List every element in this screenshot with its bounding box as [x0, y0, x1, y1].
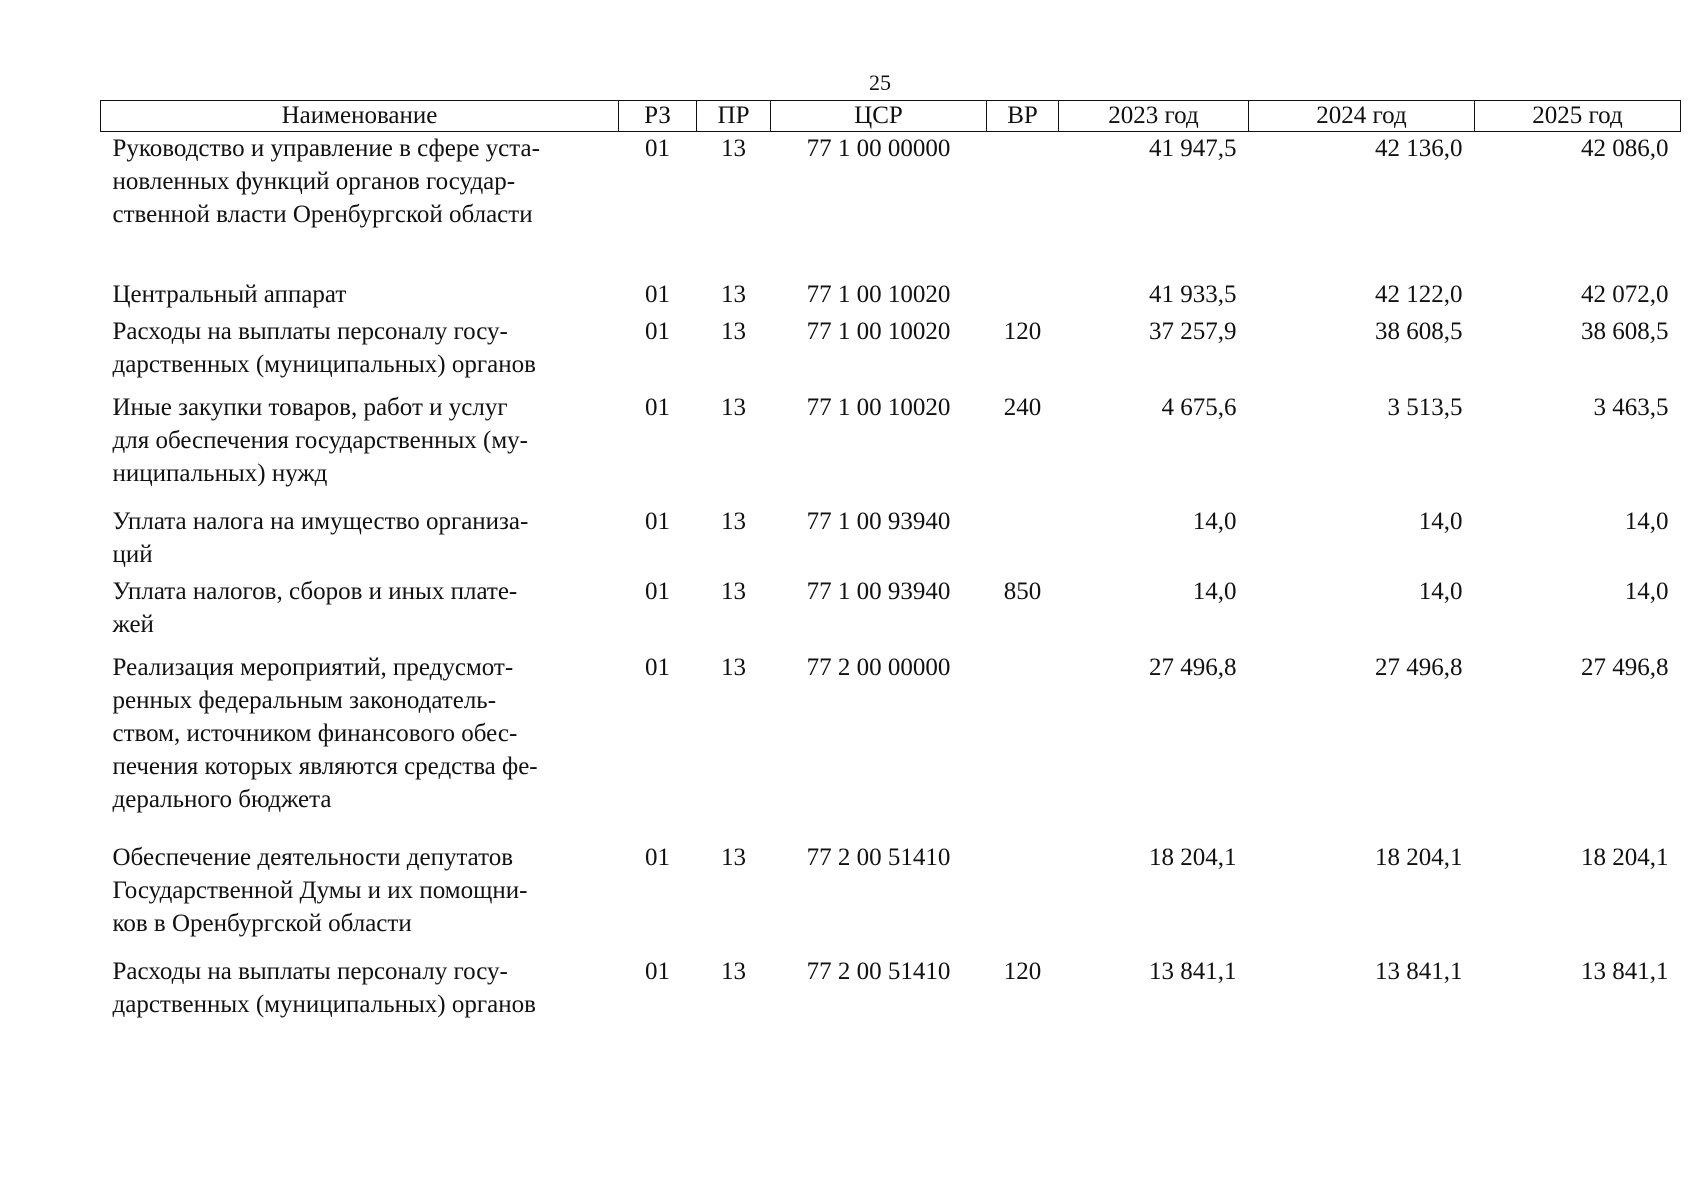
table-header-row — [101, 101, 1681, 132]
row-2024: 3 513,5 — [1387, 393, 1463, 421]
row-csr: 77 1 00 00000 — [806, 135, 951, 162]
table-row — [101, 391, 1681, 505]
header-pr: ПР — [697, 101, 771, 132]
row-vr: 240 — [1003, 393, 1042, 421]
row-2024: 42 122,0 — [1375, 280, 1463, 308]
row-name: Реализация мероприятий, предусмот- ренных федеральным законодатель- ством, источником финансового обес- печения которых являются средства фе- дерального бюджета — [112, 653, 538, 813]
row-name: Уплата налога на имущество организа- ций — [112, 507, 529, 568]
row-rz: 01 — [645, 135, 670, 162]
header-2025: 2025 год — [1475, 101, 1681, 132]
row-pr: 13 — [721, 317, 746, 345]
row-2023: 13 841,1 — [1149, 957, 1237, 985]
row-2025: 42 086,0 — [1581, 135, 1669, 162]
row-name: Расходы на выплаты персоналу госу- дарственных (муниципальных) органов — [112, 957, 536, 1018]
row-rz: 01 — [645, 507, 670, 535]
row-vr — [987, 505, 1059, 575]
row-name: Иные закупки товаров, работ и услуг для обеспечения государственных (му- ниципальных) нужд — [112, 393, 528, 487]
row-2025: 42 072,0 — [1581, 280, 1669, 308]
row-vr — [987, 278, 1059, 315]
table-row — [101, 315, 1681, 391]
row-2023: 18 204,1 — [1149, 843, 1237, 871]
row-rz: 01 — [645, 957, 670, 985]
row-2025: 38 608,5 — [1581, 317, 1669, 345]
row-rz: 01 — [645, 843, 670, 871]
row-csr: 77 1 00 93940 — [806, 577, 951, 605]
row-2024: 18 204,1 — [1375, 843, 1463, 871]
row-csr: 77 1 00 10020 — [806, 280, 951, 308]
row-vr — [987, 132, 1059, 278]
header-2023: 2023 год — [1059, 101, 1249, 132]
row-2023: 27 496,8 — [1149, 653, 1237, 681]
row-2023: 4 675,6 — [1161, 393, 1237, 421]
page-number: 25 — [869, 70, 891, 95]
header-csr: ЦСР — [771, 101, 987, 132]
row-rz: 01 — [645, 280, 670, 308]
row-name: Руководство и управление в сфере уста- новленных функций органов государ- ственной власти Оренбургской области — [112, 135, 540, 228]
row-2023: 41 947,5 — [1149, 135, 1237, 162]
table-row — [101, 651, 1681, 841]
header-rz: РЗ — [619, 101, 697, 132]
row-pr: 13 — [721, 653, 746, 681]
table-row — [101, 955, 1681, 1031]
row-csr: 77 1 00 10020 — [806, 393, 951, 421]
row-csr: 77 1 00 93940 — [806, 507, 951, 535]
row-pr: 13 — [721, 393, 746, 421]
row-2024: 38 608,5 — [1375, 317, 1463, 345]
row-2024: 14,0 — [1418, 507, 1463, 535]
row-2024: 42 136,0 — [1375, 135, 1463, 162]
row-vr: 120 — [1003, 957, 1042, 985]
row-csr: 77 2 00 51410 — [806, 957, 951, 985]
row-rz: 01 — [645, 577, 670, 605]
table-row — [101, 575, 1681, 651]
row-rz: 01 — [645, 653, 670, 681]
row-pr: 13 — [721, 135, 746, 162]
row-2025: 13 841,1 — [1581, 957, 1669, 985]
row-2024: 13 841,1 — [1375, 957, 1463, 985]
row-csr: 77 2 00 51410 — [806, 843, 951, 871]
row-name: Обеспечение деятельности депутатов Государственной Думы и их помощни- ков в Оренбургской области — [112, 843, 528, 937]
row-name: Расходы на выплаты персоналу госу- дарственных (муниципальных) органов — [112, 317, 536, 378]
table-row — [101, 505, 1681, 575]
row-vr: 120 — [1003, 317, 1042, 345]
row-vr — [987, 841, 1059, 955]
header-vr: ВР — [987, 101, 1059, 132]
row-pr: 13 — [721, 507, 746, 535]
row-name: Центральный аппарат — [112, 280, 347, 308]
table-row — [101, 278, 1681, 315]
row-2025: 18 204,1 — [1581, 843, 1669, 871]
row-pr: 13 — [721, 957, 746, 985]
row-2023: 41 933,5 — [1149, 280, 1237, 308]
row-vr: 850 — [1003, 577, 1042, 605]
row-csr: 77 2 00 00000 — [806, 653, 951, 681]
table-row — [101, 841, 1681, 955]
row-2025: 14,0 — [1624, 577, 1669, 605]
row-pr: 13 — [721, 843, 746, 871]
header-name: Наименование — [101, 101, 619, 132]
row-2023: 14,0 — [1192, 577, 1237, 605]
row-2025: 3 463,5 — [1593, 393, 1669, 421]
row-2023: 14,0 — [1192, 507, 1237, 535]
row-2025: 14,0 — [1624, 507, 1669, 535]
row-2024: 14,0 — [1418, 577, 1463, 605]
row-vr — [987, 651, 1059, 841]
table-row — [101, 132, 1681, 278]
row-rz: 01 — [645, 317, 670, 345]
row-pr: 13 — [721, 577, 746, 605]
row-2024: 27 496,8 — [1375, 653, 1463, 681]
row-pr: 13 — [721, 280, 746, 308]
row-csr: 77 1 00 10020 — [806, 317, 951, 345]
header-2024: 2024 год — [1249, 101, 1475, 132]
row-rz: 01 — [645, 393, 670, 421]
row-2025: 27 496,8 — [1581, 653, 1669, 681]
row-2023: 37 257,9 — [1149, 317, 1237, 345]
row-name: Уплата налогов, сборов и иных плате- жей — [112, 577, 518, 638]
budget-table — [100, 100, 1681, 1031]
